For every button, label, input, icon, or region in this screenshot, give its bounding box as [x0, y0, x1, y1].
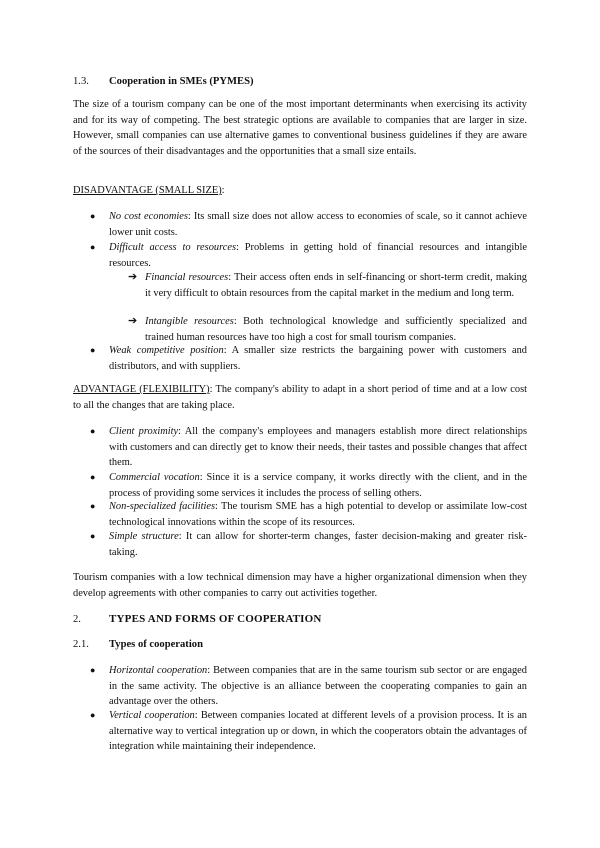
advantage-text: : The company's ability to adapt in a short period of time and at a low cost to all the changes that are taking place. — [73, 384, 527, 411]
section-2-1-number: 2.1. — [73, 639, 89, 650]
list-item-term: Difficult access to resources — [109, 242, 237, 253]
list-item-text: : All the company's employees and managers establish more direct relationships with customers and can directly get to know their needs, their tastes and possible changes that affect them. — [109, 426, 527, 469]
arrow-bullet-icon: ➔ — [128, 315, 138, 327]
list-item — [109, 240, 527, 271]
disadvantage-heading-colon: : — [221, 185, 225, 196]
bullet-icon: ● — [90, 501, 96, 511]
bullet-icon: ● — [90, 345, 96, 355]
list-item-text: : It can allow for shorter-term changes, faster decision-making and greater risk-taking. — [109, 531, 528, 558]
section-1-3-title: Cooperation in SMEs (PYMES) — [109, 76, 254, 87]
bullet-icon: ● — [90, 426, 96, 436]
list-item-term: Horizontal cooperation — [109, 665, 208, 676]
bullet-icon: ● — [90, 710, 96, 720]
list-item — [109, 499, 527, 530]
list-item-term: Commercial vocation — [109, 472, 200, 483]
list-item — [109, 470, 527, 501]
list-item-term: Simple structure — [109, 531, 179, 542]
list-item — [109, 708, 527, 755]
section-1-3-number: 1.3. — [73, 76, 89, 87]
advantage-heading: ADVANTAGE (FLEXIBILITY) — [73, 384, 210, 395]
bullet-icon: ● — [90, 472, 96, 482]
list-item-term: Client proximity — [109, 426, 179, 437]
list-item — [109, 663, 527, 710]
list-item-text: : Between companies located at different levels of a provision process. It is an alternative way to vertical integration up or down, in which the cooperators obtain the advantages of integration while maintaining their independence. — [109, 710, 527, 753]
list-item-text: : Problems in getting hold of financial resources and intangible resources. — [109, 242, 527, 269]
bullet-icon: ● — [90, 211, 96, 221]
arrow-bullet-icon: ➔ — [128, 271, 138, 283]
bullet-icon: ● — [90, 531, 96, 541]
section-2-title: TYPES AND FORMS OF COOPERATION — [109, 613, 322, 625]
list-item-term: Vertical cooperation — [109, 710, 195, 721]
list-item-term: Non-specialized facilities — [109, 501, 216, 512]
list-item-text: : Since it is a service company, it works directly with the client, and in the process of providing some services it includes the process of selling others. — [109, 472, 527, 499]
list-item-text: : The tourism SME has a high potential to develop or assimilate low-cost technological innovations within the scope of its resources. — [109, 501, 527, 528]
list-item-text: : A smaller size restricts the bargaining power with customers and distributors, and with suppliers. — [109, 345, 527, 372]
sub-list-item-text: : Both technological knowledge and sufficiently specialized and trained human resources have too high a cost for small tourism companies. — [145, 316, 528, 343]
bullet-icon: ● — [90, 665, 96, 675]
disadvantage-heading-label: DISADVANTAGE (SMALL SIZE) — [73, 185, 222, 196]
list-item — [109, 529, 527, 560]
bullet-icon: ● — [90, 242, 96, 252]
list-item-text: : Its small size does not allow access to economies of scale, so it cannot achieve lower unit costs. — [109, 211, 527, 238]
disadvantage-heading — [73, 183, 225, 199]
sub-list-item — [145, 270, 527, 301]
intro-paragraph: The size of a tourism company can be one of the most important determinants when exercising its activity and for its way of competing. The best strategic options are available to companies that are larger in size. However, small companies can use alternative games to conventional business guidelines if they are aware of the sources of their disadvantages and the opportunities that a small size entails. — [73, 99, 527, 158]
sub-list-item-text: : Their access often ends in self-financing or short-term credit, making it very difficult to obtain resources from the capital market in the medium and long term. — [145, 272, 527, 299]
list-item — [109, 424, 527, 471]
list-item-term: No cost economies — [109, 211, 188, 222]
section-2-number: 2. — [73, 614, 81, 625]
closing-paragraph: Tourism companies with a low technical dimension may have a higher organizational dimension when they develop agreements with other companies to carry out activities together. — [73, 572, 527, 599]
list-item-text: : Between companies that are in the same tourism sub sector or are engaged in the same activity. The objective is an alliance between the cooperating companies to gain an advantage over the others. — [109, 665, 527, 708]
sub-list-item-term: Financial resources — [145, 272, 229, 283]
sub-list-item-term: Intangible resources — [145, 316, 234, 327]
advantage-paragraph — [73, 382, 527, 413]
sub-list-item — [145, 314, 527, 345]
section-2-1-title: Types of cooperation — [109, 639, 203, 650]
list-item — [109, 343, 527, 374]
list-item — [109, 209, 527, 240]
list-item-term: Weak competitive position — [109, 345, 224, 356]
